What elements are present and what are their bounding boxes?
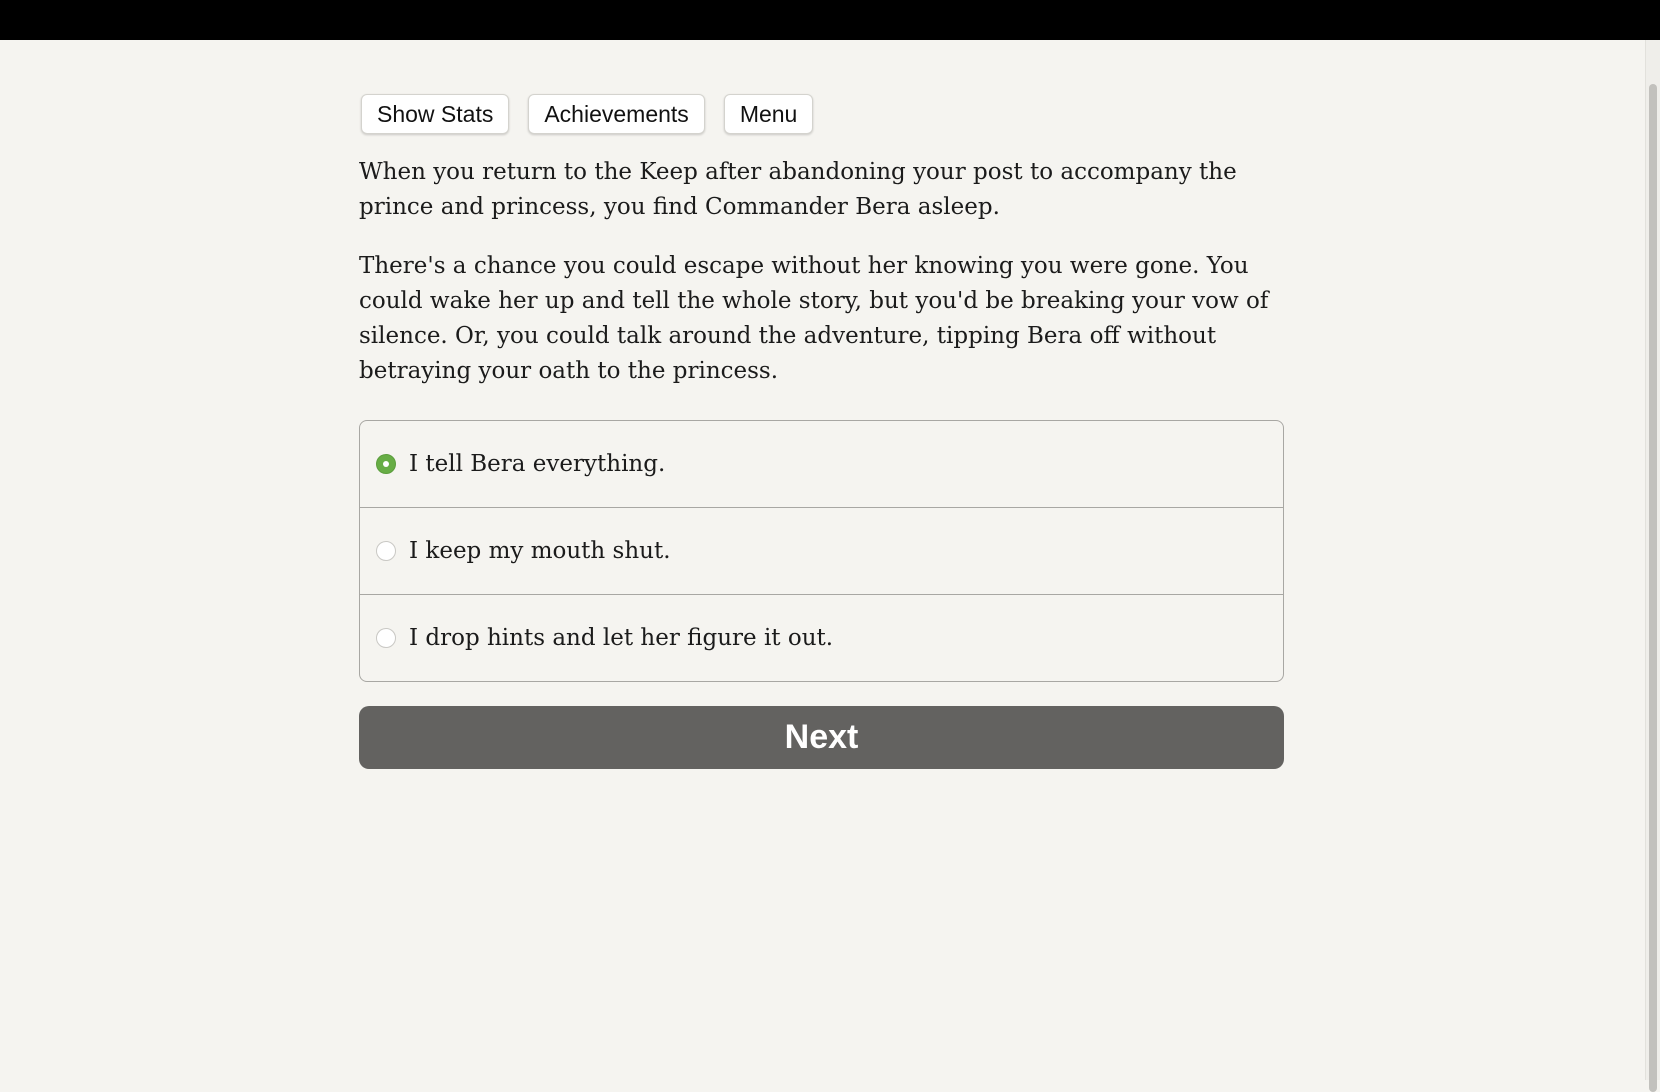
choice-option[interactable] (360, 421, 1283, 507)
story-paragraph: When you return to the Keep after abandoning your post to accompany the prince and princess, you find Commander Bera asleep. (359, 159, 1237, 220)
window-top-bar (0, 0, 1660, 40)
story-paragraph: There's a chance you could escape without her knowing you were gone. You could wake her up and tell the whole story, but you'd be breaking your vow of silence. Or, you could talk around the adventure, tipping Bera off without betraying your oath to the princess. (359, 253, 1269, 384)
story-text (359, 155, 1284, 389)
menu-button[interactable]: Menu (724, 94, 814, 134)
show-stats-button[interactable]: Show Stats (361, 94, 509, 134)
radio-selected-icon[interactable] (376, 454, 396, 474)
game-container (359, 94, 1284, 769)
radio-icon[interactable] (376, 541, 396, 561)
choice-option[interactable] (360, 507, 1283, 594)
choice-label: I keep my mouth shut. (409, 538, 671, 564)
scrollbar-thumb[interactable] (1649, 84, 1657, 1092)
choice-label: I tell Bera everything. (409, 451, 666, 477)
choice-list (359, 420, 1284, 682)
choice-label: I drop hints and let her figure it out. (409, 625, 834, 651)
next-button[interactable]: Next (359, 706, 1284, 769)
achievements-button[interactable]: Achievements (528, 94, 704, 134)
radio-icon[interactable] (376, 628, 396, 648)
toolbar (361, 94, 1284, 134)
scrollbar[interactable] (1645, 40, 1660, 1080)
choice-option[interactable] (360, 594, 1283, 681)
